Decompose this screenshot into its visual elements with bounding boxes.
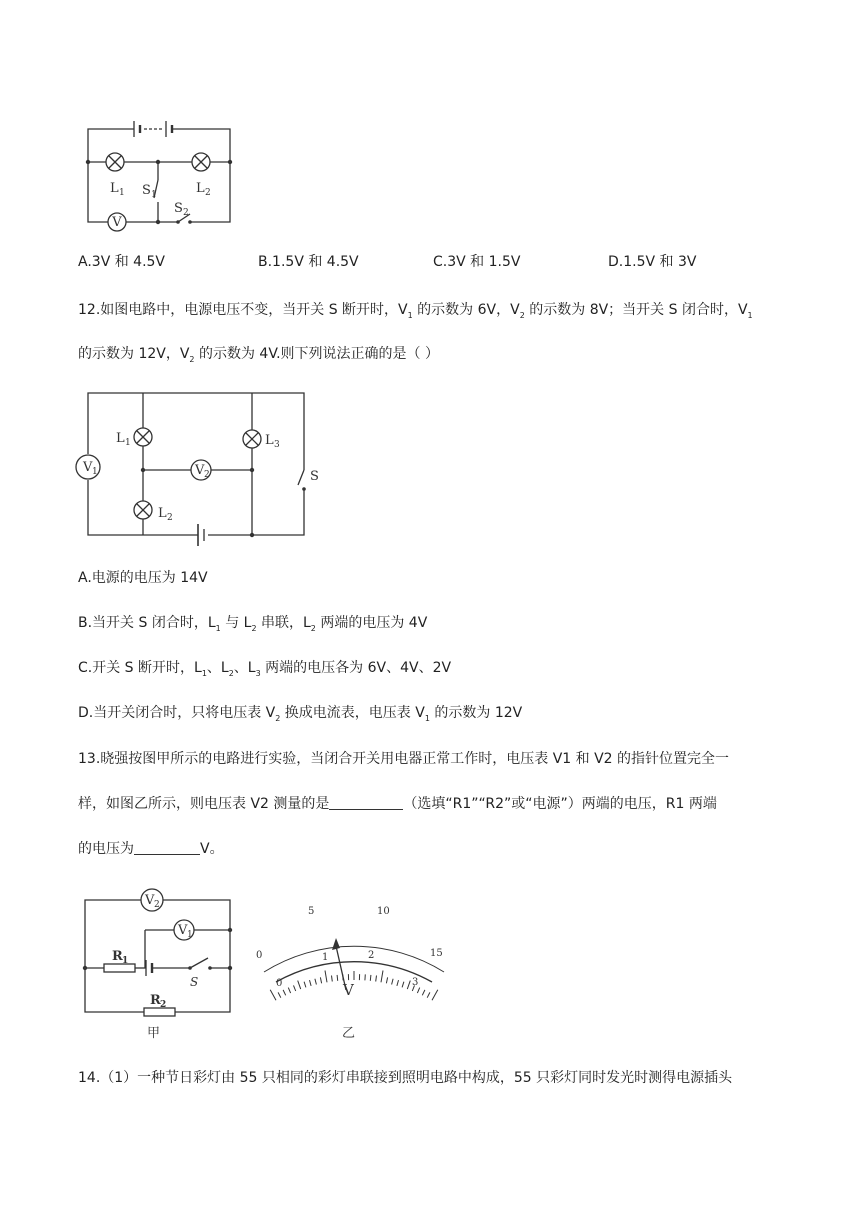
scale-tick	[432, 990, 438, 1001]
lamp-l2-icon	[192, 153, 210, 171]
scale-tick	[417, 988, 419, 994]
l3-label-sub: 3	[274, 440, 280, 450]
q12-option-d: D.当开关闭合时，只将电压表 $V_2$ 换成电流表，电压表 $V_1$ 的示数为 12V	[78, 705, 523, 723]
scale-tick	[376, 976, 377, 982]
q13-circuit-jia	[80, 882, 250, 1042]
voltmeter-icon	[108, 213, 126, 231]
q12-stem-line2: 的示数为 12V，$V_2$ 的示数为 4V.则下列说法正确的是（ ）	[78, 346, 439, 364]
svg-text:V: V	[195, 463, 205, 478]
scale-tick	[283, 990, 286, 995]
q11-option-b: B.1.5V 和 4.5V	[258, 254, 359, 270]
q12-option-b: B.当开关 S 闭合时，$L_1$ 与 $L_2$ 串联，$L_2$ 两端的电压为 4V	[78, 615, 428, 633]
l2-label: L	[196, 181, 205, 196]
voltmeter-v1-icon	[174, 920, 194, 940]
svg-text:2: 2	[204, 470, 210, 480]
svg-text:V: V	[178, 923, 188, 938]
scale-tick	[288, 988, 290, 994]
voltmeter-v1-icon	[76, 455, 100, 479]
svg-text:V: V	[145, 893, 155, 908]
l2-label: L	[158, 506, 167, 521]
inner-scale-3: 3	[412, 977, 419, 988]
unit-label: V	[343, 981, 354, 999]
q12-stem-line1: 12.如图电路中，电源电压不变，当开关 S 断开时，$V_1$ 的示数为 6V，$V_2$ 的示数为 8V；当开关 S 闭合时，$V_1$	[78, 302, 753, 320]
scale-tick	[397, 980, 399, 986]
answer-blank-2[interactable]	[134, 839, 200, 855]
inner-scale-1: 1	[322, 952, 329, 963]
r2-label: R	[150, 993, 161, 1008]
scale-tick	[381, 971, 383, 983]
lamp-l3-icon	[243, 430, 261, 448]
q12-option-a: A.电源的电压为 14V	[78, 570, 208, 586]
q13-stem-line1: 13.晓强按图甲所示的电路进行实验，当闭合开关用电器正常工作时，电压表 V1 和 V2 的指针位置完全一	[78, 751, 730, 767]
caption-yi: 乙	[342, 1026, 356, 1041]
answer-blank-1[interactable]	[329, 794, 403, 810]
scale-tick	[422, 990, 425, 995]
s1-label-sub: 1	[151, 190, 157, 200]
scale-tick	[294, 985, 296, 991]
q13-stem-line2: 样，如图乙所示，则电压表 V2 测量的是 （选填“R1”“R2”或“电源”）两端的电压，R1 两端	[78, 796, 717, 812]
l2-label-sub: 2	[205, 188, 211, 198]
scale-tick	[427, 992, 430, 997]
inner-scale-2: 2	[368, 950, 375, 961]
outer-scale-15: 15	[430, 948, 443, 959]
q13-meter-yi	[250, 890, 450, 1042]
r1-label-sub: 1	[122, 956, 129, 966]
outer-scale-10: 10	[377, 906, 390, 917]
caption-jia: 甲	[147, 1026, 161, 1041]
switch-s-label: S	[310, 469, 319, 484]
q12-option-c: C.开关 S 断开时，$L_1$、$L_2$、$L_3$ 两端的电压各为 6V、4V、2V	[78, 660, 452, 678]
scale-tick	[270, 990, 276, 1001]
voltmeter-v2-icon	[141, 889, 163, 911]
scale-tick	[407, 981, 410, 990]
l1-label-sub: 1	[125, 438, 131, 448]
l1-label-sub: 1	[119, 188, 125, 198]
scale-tick	[325, 971, 327, 983]
scale-tick	[370, 975, 371, 981]
scale-tick	[337, 975, 338, 981]
voltmeter-label: V	[112, 215, 122, 230]
l3-label: L	[265, 433, 274, 448]
lamp-l2-icon	[134, 501, 152, 519]
scale-tick	[320, 977, 321, 983]
scale-tick	[386, 977, 387, 983]
l1-label: L	[110, 181, 119, 196]
svg-text:2: 2	[154, 900, 160, 910]
lamp-l1-icon	[134, 428, 152, 446]
q14-stem-line1: 14.（1）一种节日彩灯由 55 只相同的彩灯串联接到照明电路中构成，55 只彩灯同时发光时测得电源插头	[78, 1070, 733, 1086]
inner-scale-0: 0	[276, 978, 283, 989]
s2-label: S	[174, 201, 183, 216]
s2-label-sub: 2	[183, 208, 189, 218]
s1-label: S	[142, 183, 151, 198]
r1-label: R	[112, 949, 123, 964]
l2-label-sub: 2	[167, 513, 173, 523]
scale-tick	[310, 980, 312, 986]
r2-label-sub: 2	[160, 1000, 167, 1010]
svg-text:1: 1	[92, 467, 98, 477]
switch-s-label: S	[190, 975, 199, 989]
scale-tick	[402, 982, 404, 988]
q12-circuit-diagram	[78, 385, 318, 545]
scale-tick	[298, 981, 301, 990]
outer-scale-5: 5	[308, 906, 315, 917]
q11-circuit-diagram	[80, 112, 240, 232]
scale-tick	[392, 979, 394, 985]
voltmeter-v2-icon	[191, 460, 211, 480]
svg-text:1: 1	[187, 930, 193, 940]
q11-option-a: A.3V 和 4.5V	[78, 254, 166, 270]
q11-option-c: C.3V 和 1.5V	[433, 254, 521, 270]
scale-tick	[332, 976, 333, 982]
q11-option-d: D.1.5V 和 3V	[608, 254, 697, 270]
lamp-l1-icon	[106, 153, 124, 171]
svg-text:V: V	[83, 460, 93, 475]
scale-tick	[315, 979, 317, 985]
scale-tick	[304, 982, 306, 988]
q13-stem-line3: 的电压为 V。	[78, 841, 224, 857]
l1-label: L	[116, 431, 125, 446]
outer-scale-0: 0	[256, 950, 263, 961]
scale-tick	[278, 992, 281, 997]
